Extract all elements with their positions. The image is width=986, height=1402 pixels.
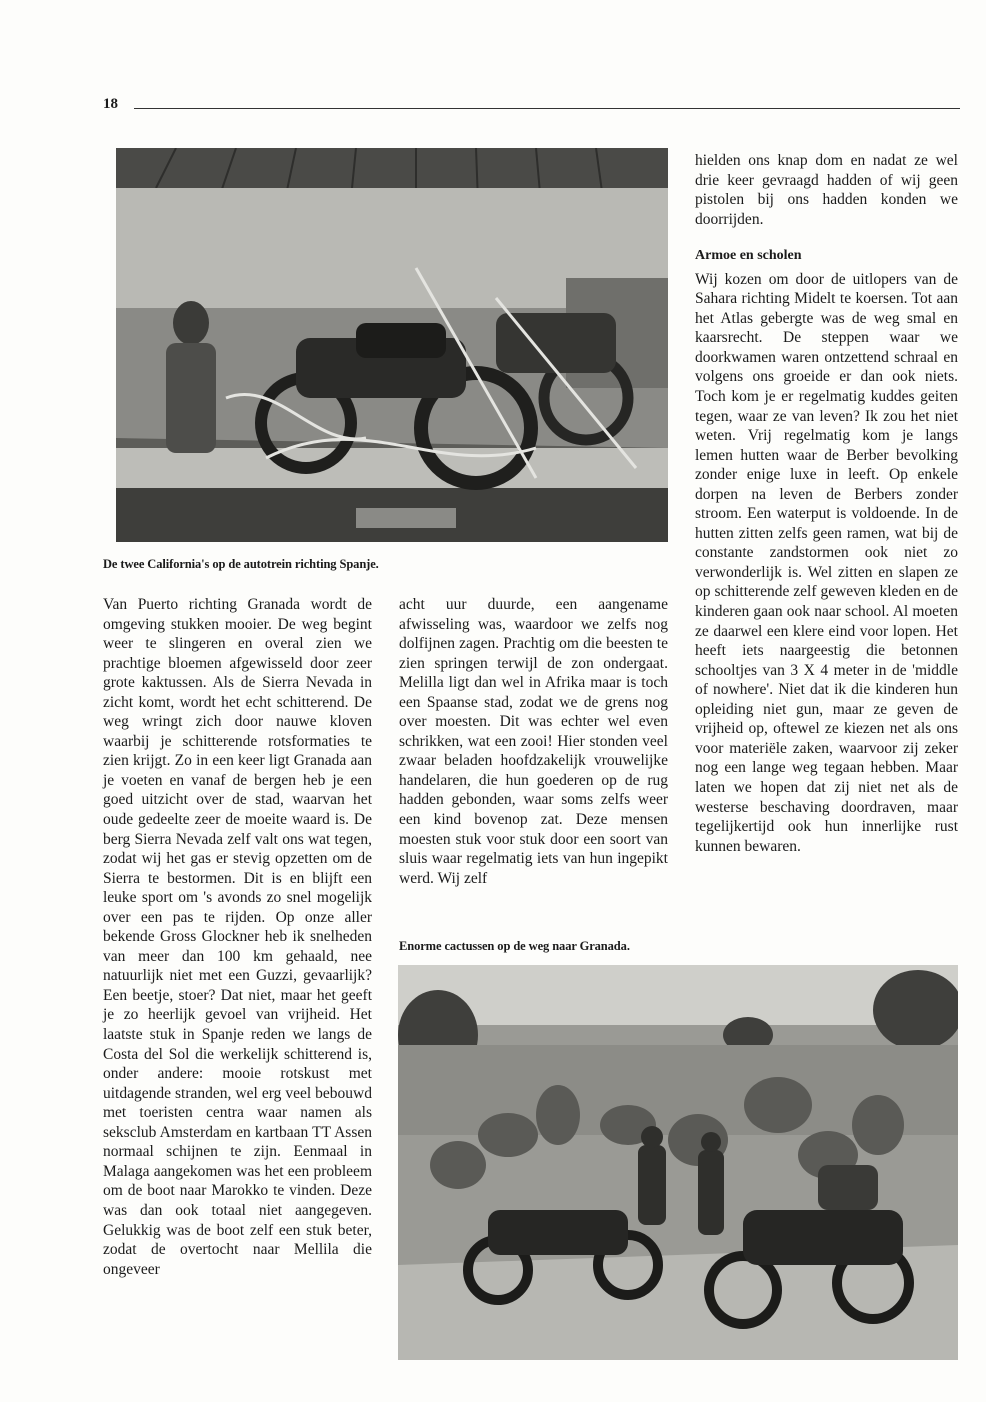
photo-motorcycles-cacti <box>398 965 958 1360</box>
header-rule <box>134 108 960 109</box>
column-3-body: Wij kozen om door de uitlopers van de Sahara richting Midelt te koersen. Tot aan het Atlas gebergte was de weg smal en kaarsrecht. De steppen waar we doorkwamen waren ontzettend schraal en volgens ons groeide er dan ook niets. Toch kom je er regelmatig kuddes geiten tegen, waar ze van leven? Ik zou het niet weten. Vrij regelmatig kom je langs lemen hutten waar de Berber bevolking zonder enige luxe in leeft. Op enkele dorpen na leven de Berbers zonder stroom. Een waterput is voldoende. In de hutten zitten zelfs geen ramen, wat bij de constante zandstormen ook niet zo verwonderlijk is. Wel zitten en slapen ze op schitterende zelf geweven kleden en de kinderen gaan ook naar school. Al moeten ze daarwel een klere eind voor lopen. Het heeft iets naargeestig die betonnen schooltjes van 3 X 4 meter in de 'middle of nowhere'. Niet dat ik die kinderen hun opleiding niet gun, maar ze geven de vrijheid op, oftewel ze kiezen net als ons voor materiële zaken, waarvoor zij zeker nog een lange weg tegaan hebben. Maar laten we hopen dat zij niet net als de westerse beschaving doordraven, maar tegelijkertijd ook hun innerlijke rust kunnen bewaren. <box>695 270 958 855</box>
section-heading: Armoe en scholen <box>695 248 802 264</box>
page-number: 18 <box>103 96 118 112</box>
article-column-1 <box>103 595 372 1279</box>
caption-top-photo: De twee California's op de autotrein richting Spanje. <box>103 557 379 571</box>
article-column-3 <box>695 151 958 856</box>
column-1-text: Van Puerto richting Granada wordt de omgeving stukken mooier. De weg begint weer te slingeren en overal zien we prachtige bloemen afgewisseld door zeer grote kaktussen. Als de Sierra Nevada in zicht komt, wordt het echt schitterend. De weg wringt zich door nauwe kloven waarbij je schitterende rotsformaties te zien krijgt. Zo in een keer ligt Granada aan je voeten en vanaf de bergen heb je een goed uitzicht over de stad, waarvan het oude gedeelte zeer de moeite waard is. De berg Sierra Nevada zelf valt ons wat tegen, zodat wij het gas er stevig opzetten om de Sierra te bestormen. Dit is en blijft een leuke sport om 's avonds zo snel mogelijk over een pas te rijden. Op onze aller bekende Gross Glockner heb ik snelheden van meer dan 100 km gehaald, nee natuurlijk niet met een Guzzi, gevaarlijk? Een beetje, stoer? Dat niet, maar het geeft je zo heerlijk gevoel van vrijheid. Het laatste stuk in Spanje reden we langs de Costa del Sol die werkelijk schitterend is, onder andere: mooie rotskust met uitdagende stranden, wel erg veel bebouwd met toeristen centra waar namen als seksclub Amsterdam en kartbaan TT Assen normaal schijnen te zijn. Eenmaal in Malaga aangekomen was het een probleem om de boot naar Marokko te vinden. Deze was dan ook totaal niet aangegeven. Gelukkig was de boot zelf een stuk beter, zodat de overtocht naar Mellila die ongeveer <box>103 596 372 1278</box>
column-2-text: acht uur duurde, een aangename afwisseling was, waardoor we zelfs nog dolfijnen zagen. Prachtig om die beesten te zien springen terwijl de zon ondergaat. Melilla ligt dan wel in Afrika maar is toch een Spaanse stad, zodat we de grens nog over moesten. Dit was echter wel even schrikken, wat een zooi! Hier stonden veel zwaar beladen hoofdzakelijk vrouwelijke handelaren, die hun goederen op de rug hadden gebonden, waar soms zelfs weer een kind bovenop zat. Deze mensen moesten stuk voor stuk door een soort van sluis waar regelmatig iets van hun ingepikt werd. Wij zelf <box>399 596 668 887</box>
photo-motorcycles-among-cacti-icon <box>398 965 958 1360</box>
caption-bottom-photo: Enorme cactussen op de weg naar Granada. <box>399 939 630 953</box>
article-column-2 <box>399 595 668 888</box>
photo-motorcycles-on-car-train-icon <box>116 148 668 542</box>
column-3-intro: hielden ons knap dom en nadat ze wel drie keer gevraagd hadden of wij geen pistolen bij ons hadden konden we doorrijden. <box>695 152 958 228</box>
photo-motorcycles-on-train <box>116 148 668 542</box>
